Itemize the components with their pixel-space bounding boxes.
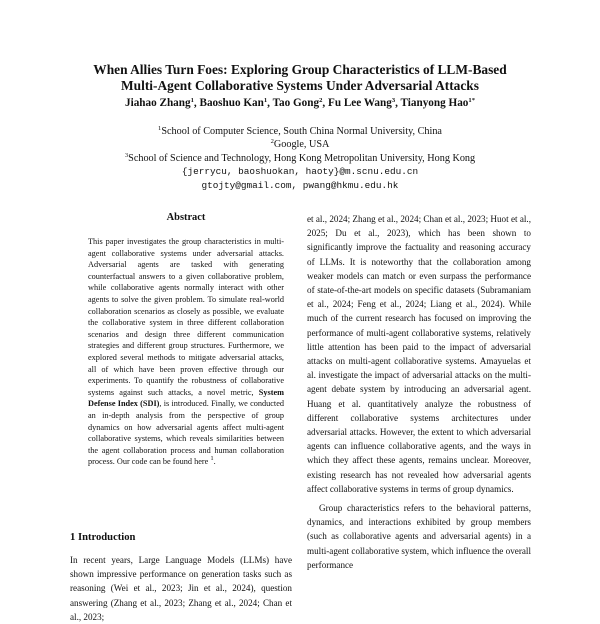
author: Tao Gong$^2$ xyxy=(272,97,323,109)
affiliation-2: $^2$Google, USA xyxy=(270,138,330,151)
affiliation-3: $^3$School of Science and Technology, Hong Kong Metropolitan University, Hong Kong xyxy=(124,151,476,164)
sdi-term: System Defense Index (SDI) xyxy=(88,387,284,409)
right-paragraph-1: et al., 2024; Zhang et al., 2024; Chan et al., 2023; Huot et al., 2025; Du et al., 2023), which has been shown to significantly improve the factuality and reasoning accuracy of LLMs. It is noteworthy that the collaboration among weaker models can match or even surpass the performance of state-of-the-art models on specific datasets (Subramaniam et al., 2024; Feng et al., 2024; Liang et al., 2024). While much of the current research has focused on improving the performance of multi-agent collaborative systems, relatively little attention has been paid to the impact of adversarial attacks on multi-agent collaborative systems. Amayuelas et al. investigate the impact of adversarial attacks on the multi-agent debate system by introducing an adversarial agent. Huang et al. quantitatively analyze the robustness of different collaborative systems architectures under adversarial attacks. However, the extent to which adversarial agents can influence collaborative agents, and the ways in which they affect these agents, remains unclear. Moreover, existing research has not revealed how adversarial agents affect collaborative systems in terms of group dynamics. xyxy=(307,214,531,494)
author: Baoshuo Kan$^1$ xyxy=(199,97,268,109)
abstract-heading: Abstract xyxy=(166,212,206,223)
paper-title xyxy=(40,62,560,94)
affiliation-1: $^1$School of Computer Science, South China Normal University, China xyxy=(158,125,442,137)
affiliations xyxy=(40,125,560,192)
author: Tianyong Hao$^{1*}$ xyxy=(400,97,475,109)
email-line-2: gtojty@gmail.com, pwang@hkmu.edu.hk xyxy=(201,179,399,191)
title-line-1: When Allies Turn Foes: Exploring Group Characteristics of LLM-Based xyxy=(93,62,507,77)
right-column xyxy=(307,212,531,600)
author: Fu Lee Wang$^3$ xyxy=(327,97,396,109)
author-list: Jiahao Zhang$^1$, Baoshuo Kan$^1$, Tao Gong$^2$, Fu Lee Wang$^3$, Tianyong Hao$^{1*}$ xyxy=(125,97,475,109)
right-paragraph-2: Group characteristics refers to the behavioral patterns, dynamics, and interactions exhibited by group members (such as collaborative agents and adversarial agents) in a multi-agent collaborative system, which influence the overall performance xyxy=(307,503,531,570)
author: Jiahao Zhang$^1$ xyxy=(125,97,194,109)
introduction-left-text: In recent years, Large Language Models (LLMs) have shown impressive performance on generation tasks such as reasoning (Wei et al., 2023; Jin et al., 2024), question answering (Zhang et al., 2023; Zhang et al., 2024; Chan et al., 2023; xyxy=(70,555,292,622)
footnote-marker[interactable]: 1 xyxy=(210,455,214,463)
title-line-2: Multi-Agent Collaborative Systems Under Adversarial Attacks xyxy=(121,78,479,93)
abstract-text: This paper investigates the group characteristics in multi-agent collaborative systems under adversarial attacks. Adversarial agents are tasked with generating counterfactual answers to a given collaborative problem, while collaborative agents normally interact with other agents to solve the given problem. To simulate real-world collaboration scenarios as closely as possible, we evaluate the collaborative system in three different collaboration scenarios and design three different communication strategies and different group structures. Furthermore, we explored several methods to mitigate adversarial attacks, all of which have been proven effective through our experiments. To quantify the robustness of collaborative systems against such attacks, a novel metric, System Defense Index (SDI), is introduced. Finally, we conducted an in-depth analysis from the perspective of group dynamics on how adversarial agents affect multi-agent collaborative systems, which reveals similarities between the agent collaboration process and human collaboration process. Our code can be found here $^1$. xyxy=(88,237,284,467)
email-line-1: {jerrycu, baoshuokan, haoty}@m.scnu.edu.cn xyxy=(181,166,419,178)
introduction-heading: 1 Introduction xyxy=(70,532,136,543)
